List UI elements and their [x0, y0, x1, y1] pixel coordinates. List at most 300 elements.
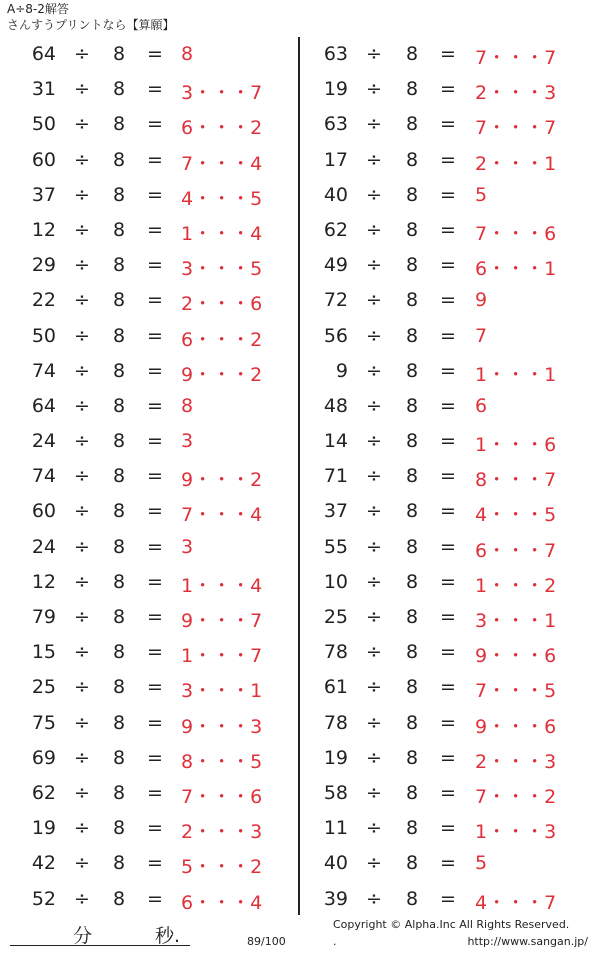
equals-sign: = [440, 289, 456, 312]
answer: 9・・・7 [181, 610, 263, 632]
equals-sign: = [440, 887, 456, 910]
equals-sign: = [440, 359, 456, 382]
division-sign: ÷ [74, 324, 90, 347]
answer: 2・・・3 [475, 750, 557, 773]
equals-sign: = [440, 430, 456, 453]
division-sign: ÷ [74, 676, 90, 699]
dividend: 14 [323, 430, 348, 453]
divisor: 8 [406, 676, 419, 699]
dividend: 62 [323, 218, 348, 241]
division-sign: ÷ [366, 887, 382, 910]
division-sign: ÷ [74, 78, 90, 101]
answer: 9・・・3 [181, 715, 263, 738]
equals-sign: = [147, 324, 163, 347]
dividend: 78 [323, 711, 348, 734]
answer: 1・・・6 [475, 434, 557, 457]
equals-sign: = [440, 676, 456, 699]
answer: 7・・・5 [475, 680, 557, 703]
dividend: 42 [31, 852, 56, 875]
divisor: 8 [113, 218, 126, 241]
divisor: 8 [406, 43, 419, 65]
divisor: 8 [406, 535, 419, 558]
answer: 3・・・5 [181, 258, 263, 281]
answer: 6・・・2 [181, 328, 263, 351]
division-sign: ÷ [366, 746, 382, 769]
dividend: 60 [31, 500, 56, 523]
answer: 1・・・4 [181, 222, 263, 245]
problem-row [0, 389, 300, 424]
dividend: 71 [323, 465, 348, 488]
division-sign: ÷ [74, 465, 90, 488]
problem-row [0, 107, 300, 142]
division-sign: ÷ [74, 394, 90, 417]
equals-sign: = [147, 430, 163, 453]
divisor: 8 [406, 113, 419, 136]
equals-sign: = [440, 570, 456, 593]
division-sign: ÷ [74, 148, 90, 171]
dividend: 75 [31, 711, 56, 734]
problem-row [0, 494, 300, 529]
answer: 5・・・2 [181, 856, 263, 879]
divisor: 8 [406, 289, 419, 312]
problem-row [298, 670, 598, 705]
problem-row [0, 670, 300, 705]
problem-row [298, 565, 598, 600]
dividend: 29 [31, 254, 56, 277]
division-sign: ÷ [366, 641, 382, 664]
divisor: 8 [113, 641, 126, 664]
division-sign: ÷ [74, 535, 90, 558]
answer: 2・・・1 [475, 152, 557, 175]
answer: 9・・・2 [181, 469, 263, 492]
answer: 8・・・5 [181, 750, 263, 773]
problem-row [0, 424, 300, 459]
problem-row [298, 107, 598, 142]
equals-sign: = [147, 148, 163, 171]
answer: 7・・・6 [181, 785, 263, 808]
dividend: 19 [31, 817, 56, 840]
worksheet-header [7, 1, 175, 33]
division-sign: ÷ [74, 500, 90, 523]
problem-row [0, 776, 300, 811]
answer: 1・・・1 [475, 363, 557, 386]
problem-column-left [0, 37, 300, 917]
worksheet-subtitle: さんすうプリントなら【算願】 [7, 18, 175, 32]
answer: 2・・・3 [475, 82, 557, 105]
answer: 7・・・4 [181, 504, 263, 527]
problem-row [298, 319, 598, 354]
dividend: 25 [323, 606, 348, 628]
problem-row [298, 530, 598, 565]
division-sign: ÷ [366, 218, 382, 241]
equals-sign: = [440, 535, 456, 558]
score-label: 89/100 [247, 935, 286, 948]
problem-row [0, 459, 300, 494]
division-sign: ÷ [366, 430, 382, 453]
division-sign: ÷ [74, 606, 90, 628]
dividend: 19 [323, 78, 348, 101]
dividend: 12 [31, 218, 56, 241]
divisor: 8 [113, 852, 126, 875]
division-sign: ÷ [74, 570, 90, 593]
division-sign: ÷ [74, 113, 90, 136]
dividend: 56 [323, 324, 348, 347]
dividend: 40 [323, 183, 348, 206]
divisor: 8 [113, 606, 126, 628]
equals-sign: = [147, 183, 163, 206]
equals-sign: = [440, 324, 456, 347]
dividend: 64 [31, 43, 56, 65]
dividend: 78 [323, 641, 348, 664]
divisor: 8 [113, 254, 126, 277]
equals-sign: = [147, 254, 163, 277]
problem-row [298, 882, 598, 917]
problem-row [298, 248, 598, 283]
divisor: 8 [406, 218, 419, 241]
divisor: 8 [406, 500, 419, 523]
equals-sign: = [440, 711, 456, 734]
answer: 6・・・1 [475, 258, 557, 281]
division-sign: ÷ [74, 289, 90, 312]
equals-sign: = [147, 887, 163, 910]
equals-sign: = [147, 606, 163, 628]
dividend: 39 [323, 887, 348, 910]
division-sign: ÷ [366, 711, 382, 734]
answer: 1・・・2 [475, 574, 557, 597]
equals-sign: = [147, 218, 163, 241]
division-sign: ÷ [74, 641, 90, 664]
division-sign: ÷ [366, 324, 382, 347]
answer: 8 [181, 43, 194, 65]
copyright-text: Copyright © Alpha.Inc All Rights Reserved. [333, 918, 570, 931]
division-sign: ÷ [366, 113, 382, 136]
problem-row [298, 37, 598, 72]
divisor: 8 [406, 746, 419, 769]
equals-sign: = [147, 711, 163, 734]
equals-sign: = [440, 852, 456, 875]
division-sign: ÷ [366, 78, 382, 101]
division-sign: ÷ [366, 852, 382, 875]
divisor: 8 [406, 183, 419, 206]
problem-row [298, 494, 598, 529]
problem-row [298, 72, 598, 107]
problem-row [0, 283, 300, 318]
divisor: 8 [113, 817, 126, 840]
answer: 2・・・6 [181, 293, 263, 316]
dividend: 40 [323, 852, 348, 875]
answer: 4・・・7 [475, 891, 557, 914]
dividend: 64 [31, 394, 56, 417]
division-sign: ÷ [366, 359, 382, 382]
answer: 9・・・6 [475, 645, 557, 668]
divisor: 8 [406, 254, 419, 277]
problem-row [0, 565, 300, 600]
answer: 9 [475, 289, 488, 312]
division-sign: ÷ [74, 430, 90, 453]
divisor: 8 [113, 148, 126, 171]
equals-sign: = [147, 746, 163, 769]
footer-dot: . [333, 935, 337, 948]
worksheet-title: A÷8-2解答 [7, 2, 69, 16]
division-sign: ÷ [366, 570, 382, 593]
dividend: 69 [31, 746, 56, 769]
divisor: 8 [113, 394, 126, 417]
divisor: 8 [113, 781, 126, 804]
dividend: 22 [31, 289, 56, 312]
dividend: 74 [31, 359, 56, 382]
problem-row [0, 37, 300, 72]
divisor: 8 [406, 641, 419, 664]
problem-row [0, 741, 300, 776]
dividend: 12 [31, 570, 56, 593]
equals-sign: = [147, 359, 163, 382]
divisor: 8 [406, 78, 419, 101]
division-sign: ÷ [366, 500, 382, 523]
answer: 4・・・5 [475, 504, 557, 527]
division-sign: ÷ [74, 746, 90, 769]
dividend: 58 [323, 781, 348, 804]
equals-sign: = [440, 113, 456, 136]
problem-row [298, 178, 598, 213]
divisor: 8 [406, 570, 419, 593]
problem-row [298, 283, 598, 318]
problem-column-right [298, 37, 598, 917]
division-sign: ÷ [366, 394, 382, 417]
dividend: 79 [31, 606, 56, 628]
answer: 8 [181, 394, 194, 417]
equals-sign: = [147, 781, 163, 804]
site-url-link[interactable]: http://www.sangan.jp/ [467, 935, 588, 948]
equals-sign: = [147, 465, 163, 488]
equals-sign: = [440, 500, 456, 523]
problem-row [298, 741, 598, 776]
divisor: 8 [113, 535, 126, 558]
problem-row [298, 635, 598, 670]
divisor: 8 [406, 324, 419, 347]
dividend: 49 [323, 254, 348, 277]
equals-sign: = [440, 218, 456, 241]
equals-sign: = [147, 641, 163, 664]
divisor: 8 [113, 570, 126, 593]
problem-row [298, 389, 598, 424]
equals-sign: = [440, 43, 456, 65]
division-sign: ÷ [74, 781, 90, 804]
problem-row [0, 354, 300, 389]
dividend: 60 [31, 148, 56, 171]
dividend: 50 [31, 113, 56, 136]
dividend: 24 [31, 535, 56, 558]
divisor: 8 [406, 711, 419, 734]
problem-row [298, 354, 598, 389]
equals-sign: = [147, 394, 163, 417]
problem-row [298, 424, 598, 459]
divisor: 8 [113, 289, 126, 312]
division-sign: ÷ [366, 676, 382, 699]
dividend: 19 [323, 746, 348, 769]
divisor: 8 [113, 430, 126, 453]
answer: 7 [475, 324, 488, 347]
problem-row [0, 72, 300, 107]
problem-row [0, 882, 300, 917]
answer: 7・・・7 [475, 47, 557, 69]
answer: 3 [181, 430, 194, 453]
problem-row [0, 213, 300, 248]
problem-row [0, 143, 300, 178]
problem-row [298, 706, 598, 741]
dividend: 63 [323, 43, 348, 65]
equals-sign: = [440, 817, 456, 840]
dividend: 52 [31, 887, 56, 910]
equals-sign: = [440, 641, 456, 664]
division-sign: ÷ [366, 43, 382, 65]
divisor: 8 [113, 183, 126, 206]
equals-sign: = [440, 254, 456, 277]
division-sign: ÷ [74, 43, 90, 65]
answer: 1・・・3 [475, 821, 557, 844]
division-sign: ÷ [366, 289, 382, 312]
divisor: 8 [113, 746, 126, 769]
equals-sign: = [147, 570, 163, 593]
answer: 2・・・3 [181, 821, 263, 844]
problem-row [298, 846, 598, 881]
equals-sign: = [440, 78, 456, 101]
equals-sign: = [147, 500, 163, 523]
equals-sign: = [147, 113, 163, 136]
divisor: 8 [113, 676, 126, 699]
answer: 1・・・7 [181, 645, 263, 668]
divisor: 8 [113, 113, 126, 136]
answer: 6・・・4 [181, 891, 263, 914]
divisor: 8 [113, 711, 126, 734]
answer: 7・・・7 [475, 117, 557, 140]
problem-row [298, 600, 598, 635]
dividend: 15 [31, 641, 56, 664]
answer: 4・・・5 [181, 187, 263, 210]
division-sign: ÷ [366, 606, 382, 628]
equals-sign: = [147, 78, 163, 101]
dividend: 72 [323, 289, 348, 312]
dividend: 11 [323, 817, 348, 840]
equals-sign: = [440, 183, 456, 206]
answer: 3・・・1 [181, 680, 263, 703]
divisor: 8 [406, 606, 419, 628]
dividend: 31 [31, 78, 56, 101]
problem-row [0, 846, 300, 881]
problem-row [0, 530, 300, 565]
division-sign: ÷ [74, 817, 90, 840]
problem-row [298, 213, 598, 248]
division-sign: ÷ [366, 148, 382, 171]
equals-sign: = [440, 394, 456, 417]
division-sign: ÷ [366, 817, 382, 840]
divisor: 8 [406, 359, 419, 382]
answer: 6・・・2 [181, 117, 263, 140]
divisor: 8 [113, 465, 126, 488]
problem-row [298, 459, 598, 494]
equals-sign: = [440, 746, 456, 769]
answer: 3・・・7 [181, 82, 263, 105]
equals-sign: = [147, 535, 163, 558]
answer: 3 [181, 535, 194, 558]
equals-sign: = [147, 852, 163, 875]
problem-row [0, 319, 300, 354]
answer: 5 [475, 852, 488, 875]
divisor: 8 [406, 148, 419, 171]
dividend: 25 [31, 676, 56, 699]
equals-sign: = [440, 148, 456, 171]
division-sign: ÷ [74, 359, 90, 382]
equals-sign: = [147, 43, 163, 65]
dividend: 63 [323, 113, 348, 136]
divisor: 8 [406, 852, 419, 875]
minutes-label: 分 [73, 925, 93, 947]
answer: 9・・・6 [475, 715, 557, 738]
divisor: 8 [113, 500, 126, 523]
time-record-line [10, 915, 190, 946]
problem-row [0, 600, 300, 635]
dividend: 17 [323, 148, 348, 171]
answer: 9・・・2 [181, 363, 263, 386]
answer: 7・・・2 [475, 785, 557, 808]
dividend: 50 [31, 324, 56, 347]
problem-row [0, 635, 300, 670]
answer: 3・・・1 [475, 610, 557, 632]
division-sign: ÷ [366, 535, 382, 558]
divisor: 8 [406, 887, 419, 910]
problem-row [0, 706, 300, 741]
division-sign: ÷ [74, 254, 90, 277]
dividend: 48 [323, 394, 348, 417]
answer: 5 [475, 183, 488, 206]
answer: 1・・・4 [181, 574, 263, 597]
problem-row [0, 248, 300, 283]
divisor: 8 [406, 817, 419, 840]
divisor: 8 [406, 781, 419, 804]
dividend: 9 [335, 359, 348, 382]
problem-row [0, 178, 300, 213]
answer: 8・・・7 [475, 469, 557, 492]
dividend: 55 [323, 535, 348, 558]
answer: 6 [475, 394, 488, 417]
divisor: 8 [113, 78, 126, 101]
division-sign: ÷ [366, 183, 382, 206]
equals-sign: = [147, 289, 163, 312]
answer: 6・・・7 [475, 539, 557, 562]
division-sign: ÷ [74, 183, 90, 206]
divisor: 8 [113, 43, 126, 65]
equals-sign: = [440, 781, 456, 804]
seconds-label: 秒. [155, 925, 181, 947]
problem-row [298, 776, 598, 811]
equals-sign: = [440, 465, 456, 488]
divisor: 8 [113, 359, 126, 382]
division-sign: ÷ [366, 465, 382, 488]
division-sign: ÷ [74, 711, 90, 734]
problem-row [298, 811, 598, 846]
dividend: 24 [31, 430, 56, 453]
equals-sign: = [147, 676, 163, 699]
equals-sign: = [147, 817, 163, 840]
divisor: 8 [406, 394, 419, 417]
answer: 7・・・6 [475, 222, 557, 245]
dividend: 10 [323, 570, 348, 593]
divisor: 8 [406, 430, 419, 453]
problem-row [0, 811, 300, 846]
dividend: 74 [31, 465, 56, 488]
divisor: 8 [113, 887, 126, 910]
division-sign: ÷ [366, 781, 382, 804]
division-sign: ÷ [74, 852, 90, 875]
